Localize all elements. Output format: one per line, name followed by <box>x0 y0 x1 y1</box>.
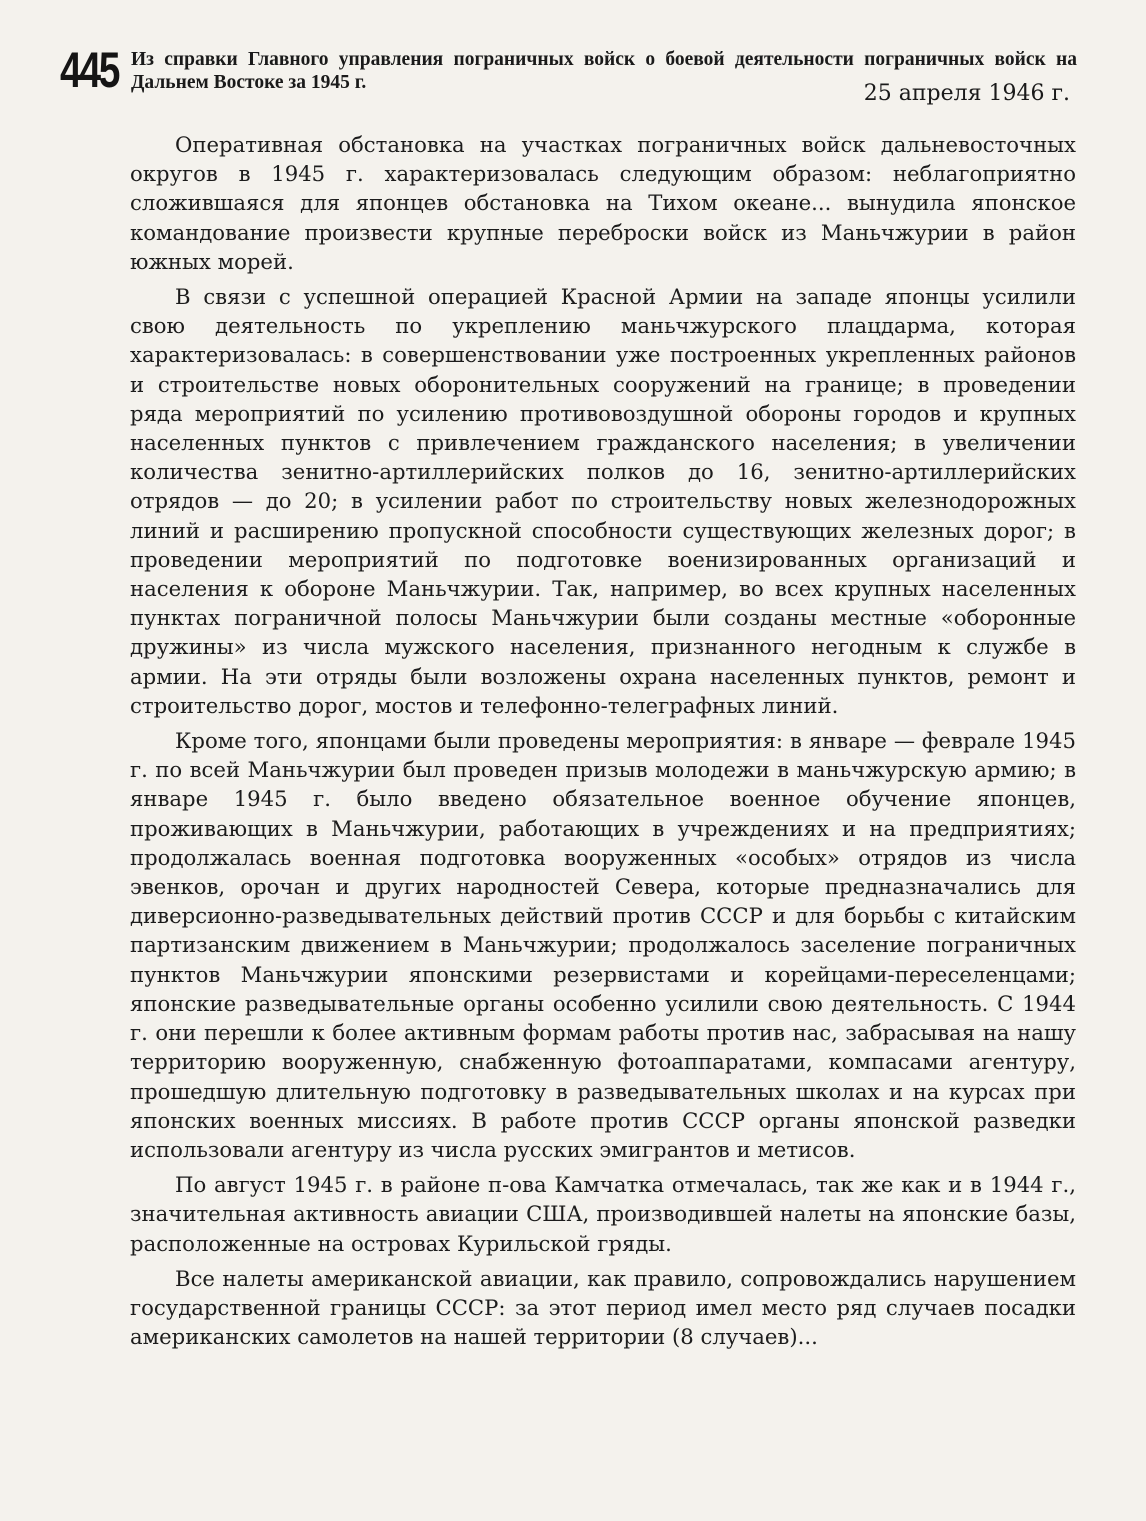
paragraph: По август 1945 г. в районе п-ова Камчатка отмечалась, так же как и в 1944 г., значительная активность авиации США, производившей налеты на японские базы, расположенные на островах Курильской гряды. <box>130 1172 1076 1256</box>
document-number: 445 <box>60 42 119 98</box>
paragraph: Все налеты американской авиации, как правило, сопровождались нарушением государственной границы СССР: за этот период имел место ряд случаев посадки американских самолетов на нашей территории (8 случаев)... <box>130 1265 1076 1350</box>
paragraph: В связи с успешной операцией Красной Армии на западе японцы усилили свою деятельность по укреплению маньчжурского плацдарма, которая характеризовалась: в совершенствовании уже построенных укрепленных районов и строительстве новых оборонительных сооружений на границе; в проведении ряда мероприятий по усилению противовоздушной обороны городов и крупных населенных пунктов с привлечением гражданского населения; в увеличении количества зенитно-артиллерийских полков до 16, зенитно-артиллерийских отрядов — до 20; в усилении работ по строительству новых железнодорожных линий и расширению пропускной способности существующих железных дорог; в проведении мероприятий по подготовке военизированных организаций и населения к обороне Маньчжурии. Так, например, во всех крупных населенных пунктах пограничной полосы Маньчжурии были созданы местные «оборонные дружины» из числа мужского населения, признанного негодным к службе в армии. На эти отряды были возложены охрана населенных пунктов, ремонт и строительство дорог, мостов и телефонно-телеграфных линий. <box>130 284 1076 718</box>
document-date: 25 апреля 1946 г. <box>863 81 1070 106</box>
paragraph: Кроме того, японцами были проведены мероприятия: в январе — феврале 1945 г. по всей Маньчжурии был проведен призыв молодежи в маньчжурскую армию; в январе 1945 г. было введено обязательное военное обучение японцев, проживающих в Маньчжурии, работающих в учреждениях и на предприятиях; продолжалась военная подготовка вооруженных «особых» отрядов из числа эвенков, орочан и других народностей Севера, которые предназначались для диверсионно-разведывательных действий против СССР и для борьбы с китайским партизанским движением в Маньчжурии; продолжалось заселение пограничных пунктов Маньчжурии японскими резервистами и корейцами-переселенцами; японские разведывательные органы особенно усилили свою деятельность. С 1944 г. они перешли к более активным формам работы против нас, забрасывая на нашу территорию вооруженную, снабженную фотоаппаратами, компасами агентуру, прошедшую длительную подготовку в разведывательных школах и на курсах при японских военных миссиях. В работе против СССР органы японской разведки использовали агентуру из числа русских эмигрантов и метисов. <box>130 728 1076 1162</box>
paragraph: Оперативная обстановка на участках пограничных войск дальневосточных округов в 1945 г. характеризовалась следующим образом: неблагоприятно сложившаяся для японцев обстановка на Тихом океане... вынудила японское командование произвести крупные переброски войск из Маньчжурии в район южных морей. <box>130 132 1076 274</box>
document-title: Из справки Главного управления пограничных войск о боевой деятельности пограничных войск на Дальнем Востоке за 1945 г. <box>131 49 1077 93</box>
document-body <box>130 130 1076 1351</box>
